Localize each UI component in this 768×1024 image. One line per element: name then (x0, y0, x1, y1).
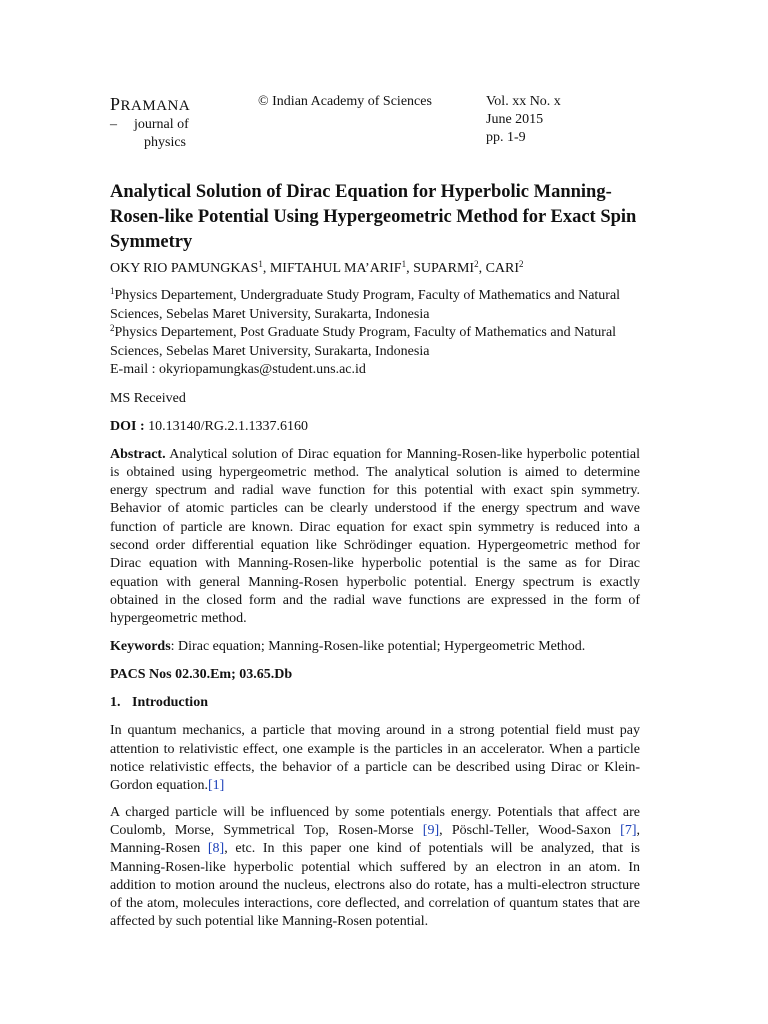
author-separator: , (478, 261, 486, 276)
journal-name-rest: RAMANA (120, 98, 191, 114)
abstract-text: Analytical solution of Dirac equation for Manning-Rosen-like hyperbolic potential is obtained using hypergeometric method. The analytical solution is aimed to determine energy spectrum and radial wave function for this potential with exact spin symmetry. Behavior of atomic particles can be clearly understood if the energy spectrum and wave function of particle are known. Dirac equation for exact spin symmetry is reduced into a second order differential equation like Schrödinger equation. Hypergeometric method for Dirac equation with Manning-Rosen-like hyperbolic potential is the same as for Dirac equation with general Manning-Rosen hyperbolic potential. Energy spectrum is exactly obtained in the closed form and the radial wave functions are expressed in the form of hypergeometric method. (110, 446, 640, 627)
journal-name (110, 94, 220, 116)
paper-content (110, 180, 640, 940)
doi-value: 10.13140/RG.2.1.1337.6160 (144, 418, 308, 434)
journal-dash: – (110, 117, 117, 132)
section-heading-introduction (110, 694, 640, 712)
journal-name-initial: P (110, 94, 121, 114)
author-affiliation-mark: 1 (401, 259, 407, 269)
affiliation-text: Physics Departement, Post Graduate Study Program, Faculty of Mathematics and Natural Sciences, Sebelas Maret University, Surakarta, Indonesia (110, 325, 617, 359)
introduction-paragraph-2 (110, 804, 640, 932)
affiliation (110, 324, 640, 361)
keywords-label: Keywords (110, 639, 171, 655)
pacs-numbers: PACS Nos 02.30.Em; 03.65.Db (110, 667, 293, 683)
journal-subtitle-part1: journal of (134, 117, 189, 132)
section-number: 1. (110, 695, 121, 711)
paragraph-text: , Pöschl-Teller, Wood-Saxon (439, 822, 621, 838)
keywords (110, 638, 640, 656)
affiliation-mark: 2 (110, 323, 115, 333)
citation-link[interactable]: [1] (207, 778, 225, 794)
author-name: CARI (485, 261, 520, 276)
affiliation (110, 287, 640, 324)
abstract-label: Abstract. (110, 446, 166, 462)
keywords-text: : Dirac equation; Manning-Rosen-like potential; Hypergeometric Method. (170, 639, 586, 655)
paper-title: Analytical Solution of Dirac Equation for Hyperbolic Manning-Rosen-like Potential Using Hypergeometric Method for Exact Spin Symmetry (110, 182, 637, 252)
page-range: pp. 1-9 (486, 130, 526, 145)
copyright-notice: © Indian Academy of Sciences (258, 94, 432, 109)
doi-label: DOI : (110, 418, 145, 434)
affiliation-text: Physics Departement, Undergraduate Study Program, Faculty of Mathematics and Natural Sciences, Sebelas Maret University, Surakarta, Indonesia (110, 288, 621, 322)
paragraph-text: , etc. In this paper one kind of potentials will be analyzed, that is Manning-Rosen-like hyperbolic potential which suffered by an electron in an atom. In addition to motion around the nucleus, electrons also do rotate, has a multi-electron structure of the atom, molecules interactions, core deflected, and correlation of quantum states that are affected by such potential like Manning-Rosen potential. (110, 841, 640, 930)
author-list (110, 259, 640, 279)
contact-email: E-mail : okyriopamungkas@student.uns.ac.id (110, 362, 366, 377)
doi-line (110, 418, 640, 436)
journal-subtitle-line2: physics (144, 135, 186, 150)
abstract (110, 446, 640, 629)
affiliation-mark: 1 (110, 286, 115, 296)
paragraph-text: , Manning-Rosen (110, 822, 640, 857)
volume-info (486, 93, 561, 147)
citation-link[interactable]: [7] (620, 822, 637, 838)
author-separator: , (262, 261, 270, 276)
author-name: SUPARMI (413, 261, 475, 276)
introduction-paragraph-1 (110, 722, 640, 795)
journal-subtitle-line1 (110, 116, 220, 134)
author-affiliation-mark: 2 (474, 259, 479, 269)
paragraph-text: A charged particle will be influenced by some potentials energy. Potentials that affect are Coulomb, Morse, Symmetrical Top, Rosen-Morse (110, 804, 640, 838)
author-name: OKY RIO PAMUNGKAS (110, 261, 259, 276)
issue-date: June 2015 (486, 112, 544, 127)
ms-received: MS Received (110, 390, 186, 406)
section-title: Introduction (132, 695, 208, 711)
author-affiliation-mark: 2 (519, 259, 524, 269)
citation-link[interactable]: [8] (207, 841, 225, 857)
volume-number: Vol. xx No. x (486, 94, 561, 109)
journal-name-block (110, 94, 220, 152)
citation-link[interactable]: [9] (422, 822, 440, 838)
author-name: MIFTAHUL MA’ARIF (269, 261, 402, 276)
author-separator: , (406, 261, 414, 276)
author-affiliation-mark: 1 (258, 259, 263, 269)
paragraph-text: In quantum mechanics, a particle that moving around in a strong potential field must pay attention to relativistic effect, one example is the particles in an accelerator. When a particle notice relativistic effects, the behavior of a particle can be described using Dirac or Klein-Gordon equation. (110, 723, 640, 794)
